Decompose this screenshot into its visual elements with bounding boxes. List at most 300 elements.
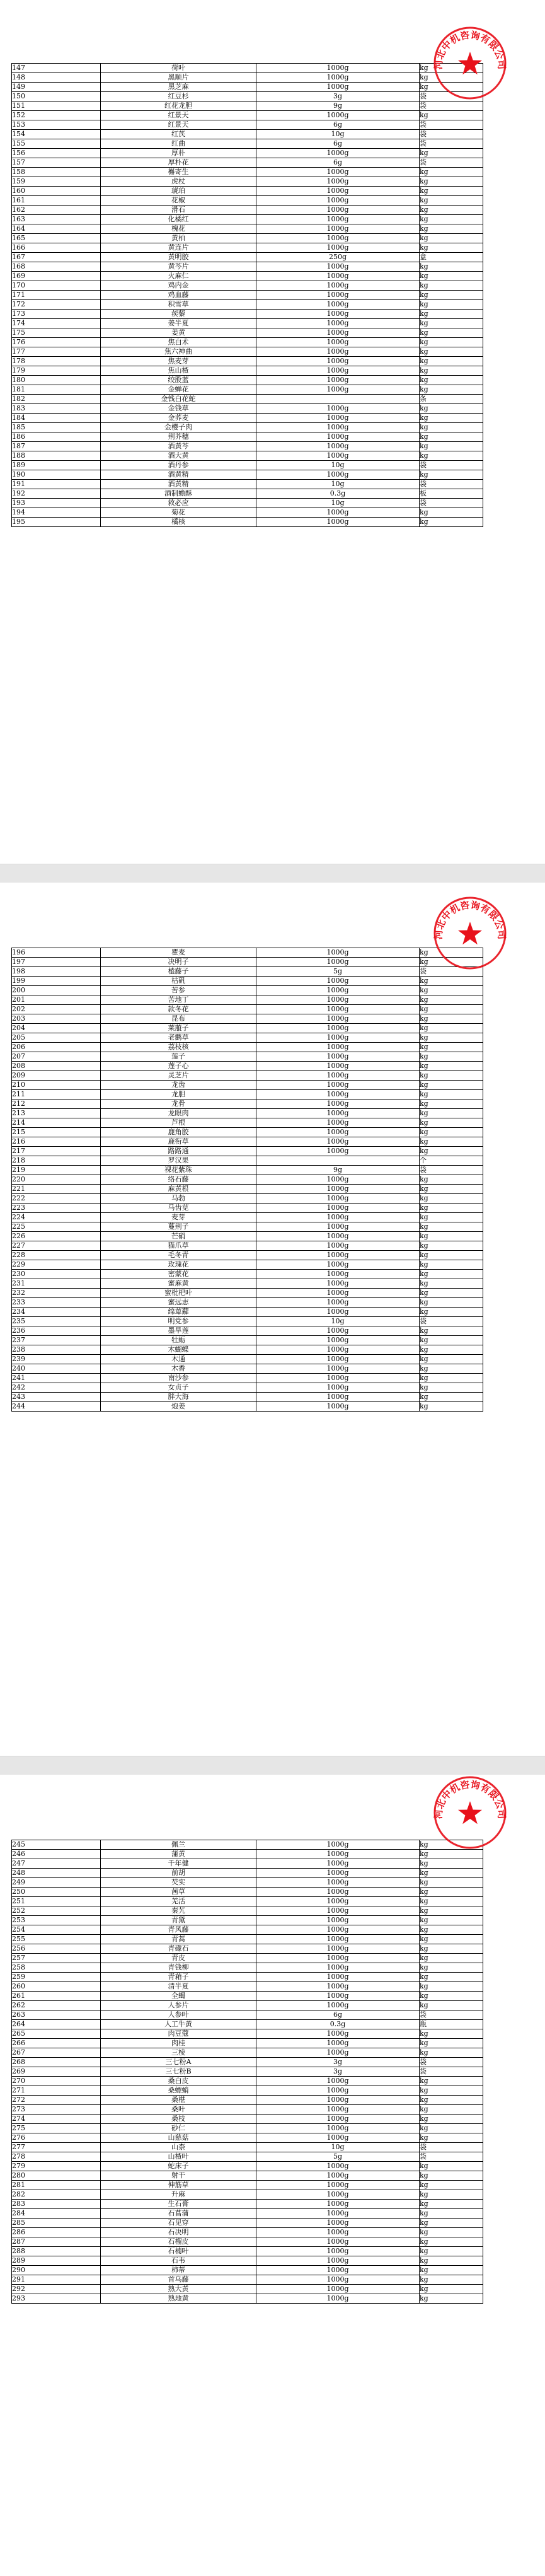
table-row xyxy=(12,2001,483,2010)
item-number: 241 xyxy=(12,1374,101,1383)
item-table-body xyxy=(12,948,483,1412)
item-unit: kg xyxy=(420,1298,483,1308)
item-number: 151 xyxy=(12,102,101,111)
item-unit: kg xyxy=(420,2086,483,2096)
table-row xyxy=(12,196,483,206)
item-unit: kg xyxy=(420,1963,483,1973)
item-spec: 0.3g xyxy=(256,2020,420,2029)
item-unit: kg xyxy=(420,319,483,328)
item-number: 212 xyxy=(12,1099,101,1109)
seal-graphic xyxy=(432,895,508,971)
item-unit: kg xyxy=(420,1402,483,1412)
item-number: 185 xyxy=(12,423,101,432)
table-row xyxy=(12,480,483,489)
item-name: 蔓荆子 xyxy=(101,1222,256,1232)
item-name: 明党参 xyxy=(101,1317,256,1326)
item-number: 166 xyxy=(12,243,101,253)
item-unit: kg xyxy=(420,224,483,234)
table-row xyxy=(12,83,483,92)
item-spec: 1000g xyxy=(256,1402,420,1412)
item-name: 佩兰 xyxy=(101,1840,256,1850)
item-spec: 1000g xyxy=(256,385,420,395)
item-unit: kg xyxy=(420,2228,483,2237)
item-spec: 1000g xyxy=(256,508,420,518)
table-row xyxy=(12,2237,483,2247)
item-unit: kg xyxy=(420,1869,483,1878)
item-spec: 1000g xyxy=(256,2256,420,2266)
item-unit: kg xyxy=(420,338,483,347)
item-unit: kg xyxy=(420,1355,483,1364)
table-row xyxy=(12,1869,483,1878)
item-unit: kg xyxy=(420,243,483,253)
item-unit: kg xyxy=(420,1906,483,1916)
item-number: 187 xyxy=(12,442,101,451)
item-name: 砂仁 xyxy=(101,2124,256,2133)
item-number: 207 xyxy=(12,1052,101,1062)
item-name: 黄芩片 xyxy=(101,262,256,272)
item-unit: kg xyxy=(420,1888,483,1897)
item-spec xyxy=(256,395,420,404)
item-spec: 1000g xyxy=(256,2077,420,2086)
table-row xyxy=(12,1279,483,1289)
item-spec: 1000g xyxy=(256,2105,420,2115)
table-row xyxy=(12,149,483,158)
item-unit: kg xyxy=(420,2133,483,2143)
table-row xyxy=(12,1081,483,1090)
table-row xyxy=(12,347,483,357)
table-row xyxy=(12,2181,483,2190)
item-spec: 1000g xyxy=(256,224,420,234)
table-row xyxy=(12,489,483,499)
table-row xyxy=(12,215,483,224)
item-unit: kg xyxy=(420,2294,483,2304)
item-spec: 1000g xyxy=(256,2190,420,2200)
item-unit: kg xyxy=(420,2200,483,2209)
item-number: 276 xyxy=(12,2133,101,2143)
table-row xyxy=(12,1897,483,1906)
item-spec: 1000g xyxy=(256,1393,420,1402)
item-name: 金荞麦 xyxy=(101,414,256,423)
item-spec: 1000g xyxy=(256,1869,420,1878)
item-name: 龙齿 xyxy=(101,1081,256,1090)
item-unit: 袋 xyxy=(420,120,483,130)
item-spec: 1000g xyxy=(256,206,420,215)
item-unit: 袋 xyxy=(420,2067,483,2077)
table-row xyxy=(12,376,483,385)
item-number: 206 xyxy=(12,1043,101,1052)
item-name: 青皮 xyxy=(101,1954,256,1963)
item-spec: 0.3g xyxy=(256,489,420,499)
table-row xyxy=(12,423,483,432)
item-unit: kg xyxy=(420,1099,483,1109)
item-name: 莲子 xyxy=(101,1052,256,1062)
table-row xyxy=(12,1222,483,1232)
item-spec: 1000g xyxy=(256,366,420,376)
item-unit: kg xyxy=(420,1062,483,1071)
item-spec: 1000g xyxy=(256,1279,420,1289)
table-row xyxy=(12,319,483,328)
seal-text: 河北中机咨询有限公司 xyxy=(432,29,508,70)
document-page-2 xyxy=(0,883,545,1756)
item-name: 橘核 xyxy=(101,518,256,527)
item-spec: 5g xyxy=(256,967,420,977)
item-spec: 1000g xyxy=(256,1850,420,1859)
item-spec: 1000g xyxy=(256,2247,420,2256)
item-unit: kg xyxy=(420,1081,483,1090)
item-unit: kg xyxy=(420,366,483,376)
item-number: 252 xyxy=(12,1906,101,1916)
item-table-body xyxy=(12,1840,483,2304)
item-name: 滑石 xyxy=(101,206,256,215)
item-name: 芦根 xyxy=(101,1118,256,1128)
item-name: 青礞石 xyxy=(101,1944,256,1954)
item-unit: kg xyxy=(420,1185,483,1194)
item-unit: kg xyxy=(420,1897,483,1906)
item-number: 282 xyxy=(12,2190,101,2200)
item-spec: 1000g xyxy=(256,1014,420,1024)
table-row xyxy=(12,262,483,272)
item-unit: 袋 xyxy=(420,1166,483,1175)
item-spec: 1000g xyxy=(256,1878,420,1888)
item-name: 人参片 xyxy=(101,2001,256,2010)
item-unit: kg xyxy=(420,272,483,281)
item-unit: kg xyxy=(420,357,483,366)
item-number: 259 xyxy=(12,1973,101,1982)
item-spec: 1000g xyxy=(256,1062,420,1071)
item-spec: 1000g xyxy=(256,1963,420,1973)
item-name: 酒黄精 xyxy=(101,480,256,489)
item-name: 蜜枇杷叶 xyxy=(101,1289,256,1298)
table-row xyxy=(12,1402,483,1412)
item-name: 桑椹 xyxy=(101,2096,256,2105)
table-row xyxy=(12,499,483,508)
table-row xyxy=(12,168,483,177)
item-number: 215 xyxy=(12,1128,101,1137)
table-row xyxy=(12,130,483,139)
item-number: 158 xyxy=(12,168,101,177)
item-spec: 1000g xyxy=(256,1374,420,1383)
item-unit: kg xyxy=(420,1982,483,1992)
item-spec: 1000g xyxy=(256,187,420,196)
item-number: 196 xyxy=(12,948,101,958)
item-name: 蜜远志 xyxy=(101,1298,256,1308)
item-number: 262 xyxy=(12,2001,101,2010)
item-number: 279 xyxy=(12,2162,101,2171)
item-spec: 1000g xyxy=(256,291,420,300)
item-name: 瞿麦 xyxy=(101,948,256,958)
item-spec: 1000g xyxy=(256,1992,420,2001)
item-name: 菊花 xyxy=(101,508,256,518)
item-name: 羌活 xyxy=(101,1897,256,1906)
item-unit: kg xyxy=(420,1954,483,1963)
item-name: 焦麦芽 xyxy=(101,357,256,366)
item-number: 183 xyxy=(12,404,101,414)
item-name: 石韦 xyxy=(101,2256,256,2266)
item-number: 165 xyxy=(12,234,101,243)
item-spec: 6g xyxy=(256,158,420,168)
item-name: 姜半夏 xyxy=(101,319,256,328)
table-row xyxy=(12,2010,483,2020)
item-number: 186 xyxy=(12,432,101,442)
item-spec: 1000g xyxy=(256,404,420,414)
item-unit: kg xyxy=(420,83,483,92)
table-row xyxy=(12,1194,483,1204)
item-spec: 1000g xyxy=(256,1175,420,1185)
item-unit: kg xyxy=(420,234,483,243)
document-page-3 xyxy=(0,1775,545,2576)
item-name: 黄明胶 xyxy=(101,253,256,262)
item-spec xyxy=(256,1156,420,1166)
item-unit: kg xyxy=(420,2001,483,2010)
item-unit: kg xyxy=(420,1364,483,1374)
item-number: 195 xyxy=(12,518,101,527)
item-spec: 1000g xyxy=(256,1099,420,1109)
table-row xyxy=(12,64,483,73)
table-row xyxy=(12,310,483,319)
item-unit: kg xyxy=(420,2219,483,2228)
item-spec: 1000g xyxy=(256,2001,420,2010)
item-unit: kg xyxy=(420,1859,483,1869)
item-number: 271 xyxy=(12,2086,101,2096)
item-unit: 袋 xyxy=(420,102,483,111)
item-number: 222 xyxy=(12,1194,101,1204)
item-unit: kg xyxy=(420,1090,483,1099)
table-row xyxy=(12,1289,483,1298)
table-row xyxy=(12,1840,483,1850)
item-unit: kg xyxy=(420,1345,483,1355)
item-spec: 9g xyxy=(256,102,420,111)
item-name: 炮姜 xyxy=(101,1402,256,1412)
table-row xyxy=(12,243,483,253)
item-name: 毛冬青 xyxy=(101,1251,256,1260)
table-row xyxy=(12,2228,483,2237)
item-spec: 3g xyxy=(256,92,420,102)
table-row xyxy=(12,2029,483,2039)
item-number: 289 xyxy=(12,2256,101,2266)
item-spec: 9g xyxy=(256,1166,420,1175)
item-unit: 袋 xyxy=(420,92,483,102)
item-number: 288 xyxy=(12,2247,101,2256)
item-number: 199 xyxy=(12,977,101,986)
table-row xyxy=(12,1364,483,1374)
item-spec: 1000g xyxy=(256,1071,420,1081)
table-row xyxy=(12,948,483,958)
item-unit: 袋 xyxy=(420,480,483,489)
item-name: 荷叶 xyxy=(101,64,256,73)
item-spec: 1000g xyxy=(256,73,420,83)
item-spec: 1000g xyxy=(256,1128,420,1137)
item-number: 277 xyxy=(12,2143,101,2152)
item-spec: 1000g xyxy=(256,1033,420,1043)
item-spec: 1000g xyxy=(256,1298,420,1308)
item-spec: 1000g xyxy=(256,1308,420,1317)
item-unit: kg xyxy=(420,2237,483,2247)
item-name: 麦芽 xyxy=(101,1213,256,1222)
table-row xyxy=(12,442,483,451)
item-name: 升麻 xyxy=(101,2190,256,2200)
item-unit: kg xyxy=(420,1014,483,1024)
item-name: 红豆杉 xyxy=(101,92,256,102)
item-unit: kg xyxy=(420,1973,483,1982)
item-name: 厚朴花 xyxy=(101,158,256,168)
item-unit: kg xyxy=(420,2115,483,2124)
item-spec: 1000g xyxy=(256,1109,420,1118)
item-number: 253 xyxy=(12,1916,101,1925)
item-spec: 1000g xyxy=(256,1954,420,1963)
item-unit: kg xyxy=(420,2039,483,2048)
item-spec: 1000g xyxy=(256,414,420,423)
item-spec: 10g xyxy=(256,130,420,139)
item-name: 鸡内金 xyxy=(101,281,256,291)
item-unit: 袋 xyxy=(420,2152,483,2162)
item-number: 264 xyxy=(12,2020,101,2029)
item-number: 290 xyxy=(12,2266,101,2275)
item-unit: kg xyxy=(420,1916,483,1925)
table-row xyxy=(12,2219,483,2228)
item-spec: 10g xyxy=(256,2143,420,2152)
item-spec: 1000g xyxy=(256,1840,420,1850)
item-unit: kg xyxy=(420,1944,483,1954)
table-row xyxy=(12,2058,483,2067)
item-spec: 1000g xyxy=(256,1118,420,1128)
table-row xyxy=(12,2152,483,2162)
item-spec: 1000g xyxy=(256,423,420,432)
table-row xyxy=(12,1326,483,1336)
item-name: 柿蒂 xyxy=(101,2266,256,2275)
item-unit: kg xyxy=(420,1033,483,1043)
item-spec: 1000g xyxy=(256,2285,420,2294)
table-row xyxy=(12,1345,483,1355)
item-name: 红花龙胆 xyxy=(101,102,256,111)
item-spec: 1000g xyxy=(256,1194,420,1204)
item-unit: kg xyxy=(420,1147,483,1156)
table-row xyxy=(12,2020,483,2029)
item-number: 228 xyxy=(12,1251,101,1260)
item-unit: kg xyxy=(420,300,483,310)
item-number: 153 xyxy=(12,120,101,130)
item-spec: 1000g xyxy=(256,262,420,272)
table-row xyxy=(12,1014,483,1024)
item-number: 169 xyxy=(12,272,101,281)
item-number: 242 xyxy=(12,1383,101,1393)
item-spec: 1000g xyxy=(256,319,420,328)
item-spec: 250g xyxy=(256,253,420,262)
item-number: 189 xyxy=(12,461,101,470)
company-seal xyxy=(432,25,508,101)
table-row xyxy=(12,385,483,395)
item-unit: kg xyxy=(420,1213,483,1222)
item-name: 青葙子 xyxy=(101,1973,256,1982)
item-name: 三七粉A xyxy=(101,2058,256,2067)
table-row xyxy=(12,1878,483,1888)
item-number: 275 xyxy=(12,2124,101,2133)
item-spec: 1000g xyxy=(256,977,420,986)
item-spec: 1000g xyxy=(256,2162,420,2171)
item-number: 268 xyxy=(12,2058,101,2067)
item-name: 绵萆薢 xyxy=(101,1308,256,1317)
item-number: 147 xyxy=(12,64,101,73)
item-spec: 1000g xyxy=(256,948,420,958)
item-number: 283 xyxy=(12,2200,101,2209)
item-spec: 1000g xyxy=(256,2096,420,2105)
item-number: 244 xyxy=(12,1402,101,1412)
item-name: 积雪草 xyxy=(101,300,256,310)
table-row xyxy=(12,1336,483,1345)
item-name: 款冬花 xyxy=(101,1005,256,1014)
item-unit: 袋 xyxy=(420,461,483,470)
item-name: 桑白皮 xyxy=(101,2077,256,2086)
item-spec: 1000g xyxy=(256,1355,420,1364)
item-name: 清半夏 xyxy=(101,1982,256,1992)
item-spec: 1000g xyxy=(256,470,420,480)
item-spec: 10g xyxy=(256,499,420,508)
page-separator xyxy=(0,864,545,883)
item-unit: kg xyxy=(420,1137,483,1147)
table-row xyxy=(12,2209,483,2219)
item-unit: kg xyxy=(420,948,483,958)
star-icon xyxy=(458,922,482,944)
table-row xyxy=(12,2105,483,2115)
table-row xyxy=(12,291,483,300)
item-unit: kg xyxy=(420,73,483,83)
company-seal xyxy=(432,895,508,971)
item-unit: kg xyxy=(420,995,483,1005)
item-unit: kg xyxy=(420,1175,483,1185)
table-row xyxy=(12,2039,483,2048)
item-unit: kg xyxy=(420,2285,483,2294)
item-spec: 1000g xyxy=(256,1906,420,1916)
table-row xyxy=(12,1888,483,1897)
item-spec: 1000g xyxy=(256,168,420,177)
item-unit: kg xyxy=(420,215,483,224)
item-spec: 1000g xyxy=(256,2171,420,2181)
item-number: 172 xyxy=(12,300,101,310)
item-name: 槲寄生 xyxy=(101,168,256,177)
seal-graphic xyxy=(432,25,508,101)
item-unit: kg xyxy=(420,1289,483,1298)
table-row xyxy=(12,187,483,196)
item-number: 149 xyxy=(12,83,101,92)
table-row xyxy=(12,2133,483,2143)
table-row xyxy=(12,1251,483,1260)
item-unit: kg xyxy=(420,149,483,158)
table-row xyxy=(12,432,483,442)
item-number: 170 xyxy=(12,281,101,291)
item-number: 159 xyxy=(12,177,101,187)
item-unit: kg xyxy=(420,1383,483,1393)
item-spec: 1000g xyxy=(256,1222,420,1232)
item-unit: kg xyxy=(420,2048,483,2058)
table-row xyxy=(12,1166,483,1175)
item-number: 229 xyxy=(12,1260,101,1270)
item-spec: 1000g xyxy=(256,1336,420,1345)
item-name: 姜黄 xyxy=(101,328,256,338)
table-row xyxy=(12,461,483,470)
item-unit: kg xyxy=(420,2190,483,2200)
item-name: 黑芝麻 xyxy=(101,83,256,92)
item-name: 石决明 xyxy=(101,2228,256,2237)
item-unit: kg xyxy=(420,1878,483,1888)
item-unit: kg xyxy=(420,1071,483,1081)
item-number: 164 xyxy=(12,224,101,234)
item-number: 148 xyxy=(12,73,101,83)
table-row xyxy=(12,1317,483,1326)
item-unit: 袋 xyxy=(420,967,483,977)
table-row xyxy=(12,1118,483,1128)
item-spec: 1000g xyxy=(256,1251,420,1260)
item-table-body xyxy=(12,64,483,527)
item-number: 274 xyxy=(12,2115,101,2124)
